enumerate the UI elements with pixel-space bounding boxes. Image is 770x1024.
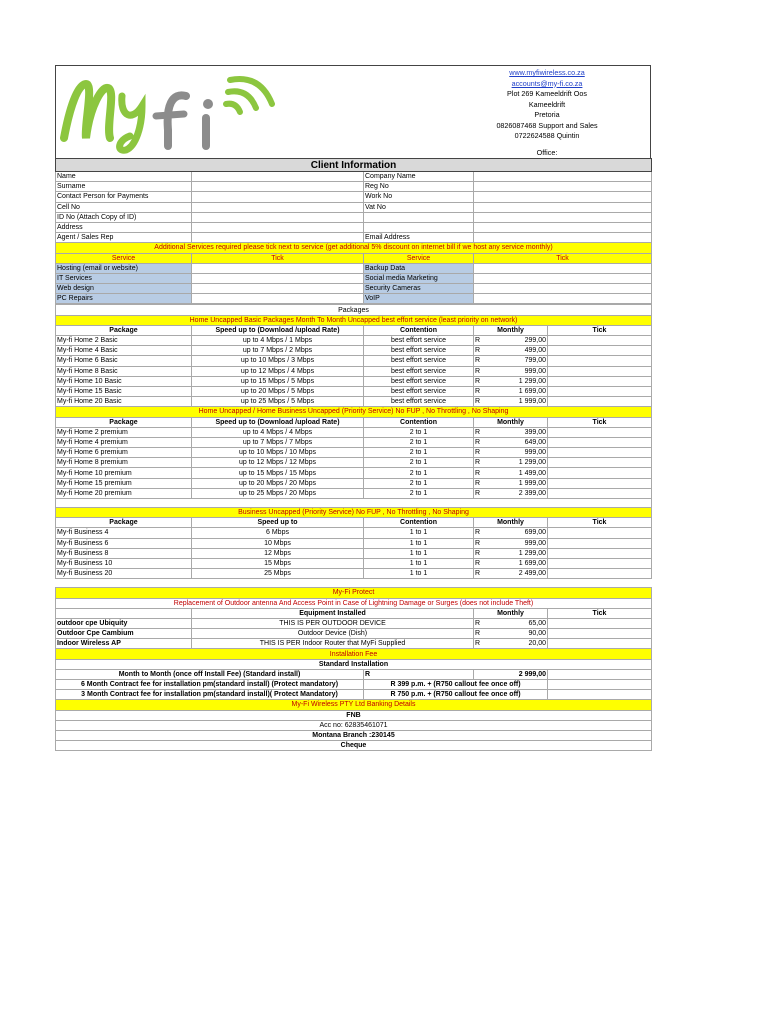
service-tick-box-right[interactable] <box>474 284 652 294</box>
package-speed: up to 12 Mbps / 4 Mbps <box>192 366 364 376</box>
package-price: 2 499,00 <box>486 569 548 579</box>
package-contention: 1 to 1 <box>364 528 474 538</box>
package-currency: R <box>474 528 486 538</box>
package-row <box>56 386 652 396</box>
client-field-input-right[interactable] <box>474 192 652 202</box>
package-name: My-fi Home 20 premium <box>56 488 192 498</box>
package-tick-box[interactable] <box>548 558 652 568</box>
package-name: My-fi Business 6 <box>56 538 192 548</box>
package-speed: up to 4 Mbps / 1 Mbps <box>192 336 364 346</box>
installation-subtitle: Standard Installation <box>56 659 652 669</box>
install-3month-price: R 750 p.m. + (R750 callout fee once off) <box>364 690 548 700</box>
install-month-amount: 2 999,00 <box>474 669 548 679</box>
client-row <box>56 182 652 192</box>
package-contention: 2 to 1 <box>364 437 474 447</box>
package-contention: 2 to 1 <box>364 478 474 488</box>
address-line-3: Pretoria <box>534 110 560 119</box>
service-tick-box-right[interactable] <box>474 294 652 304</box>
col-tick: Tick <box>548 325 652 335</box>
package-contention: best effort service <box>364 366 474 376</box>
client-field-label: Address <box>56 222 192 232</box>
package-tick-box[interactable] <box>548 346 652 356</box>
package-price: 499,00 <box>486 346 548 356</box>
package-contention: best effort service <box>364 336 474 346</box>
client-field-label: Cell No <box>56 202 192 212</box>
protect-subtitle: Replacement of Outdoor antenna And Access Point in Case of Lightning Damage or Surges (does not include Theft) <box>56 598 652 608</box>
package-currency: R <box>474 458 486 468</box>
col-contention: Contention <box>364 417 474 427</box>
package-speed: up to 25 Mbps / 20 Mbps <box>192 488 364 498</box>
package-contention: 1 to 1 <box>364 548 474 558</box>
bank-type: Cheque <box>56 741 652 751</box>
package-name: My-fi Business 20 <box>56 569 192 579</box>
package-tick-box[interactable] <box>548 458 652 468</box>
package-contention: 1 to 1 <box>364 558 474 568</box>
package-speed: up to 15 Mbps / 15 Mbps <box>192 468 364 478</box>
package-tick-box[interactable] <box>548 548 652 558</box>
package-row <box>56 356 652 366</box>
package-price: 299,00 <box>486 336 548 346</box>
service-tick-box[interactable] <box>192 273 364 283</box>
col-tick-right: Tick <box>474 253 652 263</box>
col-tick: Tick <box>548 518 652 528</box>
install-month-label: Month to Month (once off Install Fee) (Standard install) <box>56 669 364 679</box>
package-row <box>56 397 652 407</box>
package-row <box>56 376 652 386</box>
client-field-input-right[interactable] <box>474 172 652 182</box>
package-tick-box[interactable] <box>548 366 652 376</box>
service-label-right: VoIP <box>364 294 474 304</box>
package-banner-row <box>56 508 652 518</box>
package-price: 1 299,00 <box>486 458 548 468</box>
client-row <box>56 233 652 243</box>
service-tick-box-right[interactable] <box>474 273 652 283</box>
install-6month-label: 6 Month Contract fee for installation pm(standard install) (Protect mandatory) <box>56 680 364 690</box>
package-name: My-fi Business 4 <box>56 528 192 538</box>
package-tick-box[interactable] <box>548 478 652 488</box>
package-contention: 2 to 1 <box>364 427 474 437</box>
protect-tick-box[interactable] <box>548 618 652 628</box>
client-field-label-right: Company Name <box>364 172 474 182</box>
service-label-right: Security Cameras <box>364 284 474 294</box>
package-currency: R <box>474 488 486 498</box>
package-speed: up to 7 Mbps / 7 Mbps <box>192 437 364 447</box>
col-contention: Contention <box>364 518 474 528</box>
package-tick-box[interactable] <box>548 468 652 478</box>
package-tick-box[interactable] <box>548 569 652 579</box>
contact-details <box>462 68 632 158</box>
package-contention: best effort service <box>364 386 474 396</box>
package-speed: up to 25 Mbps / 5 Mbps <box>192 397 364 407</box>
client-field-input-right[interactable] <box>474 233 652 243</box>
package-banner-row <box>56 315 652 325</box>
installation-banner: Installation Fee <box>56 649 652 659</box>
service-row <box>56 284 652 294</box>
package-speed: up to 10 Mbps / 3 Mbps <box>192 356 364 366</box>
package-row <box>56 448 652 458</box>
client-field-input[interactable] <box>192 202 364 212</box>
service-row <box>56 294 652 304</box>
package-header-row <box>56 325 652 335</box>
client-row <box>56 202 652 212</box>
package-tick-box[interactable] <box>548 488 652 498</box>
service-tick-box-right[interactable] <box>474 263 652 273</box>
protect-title: My-Fi Protect <box>56 588 652 598</box>
package-tick-box[interactable] <box>548 448 652 458</box>
package-row <box>56 569 652 579</box>
package-name: My-fi Home 4 Basic <box>56 346 192 356</box>
client-field-input-right[interactable] <box>474 202 652 212</box>
client-field-input-right[interactable] <box>474 212 652 222</box>
protect-row <box>56 639 652 649</box>
package-speed: 25 Mbps <box>192 569 364 579</box>
package-price: 1 299,00 <box>486 548 548 558</box>
col-tick-left: Tick <box>192 253 364 263</box>
protect-currency: R <box>474 639 486 649</box>
package-row <box>56 548 652 558</box>
package-contention: 2 to 1 <box>364 488 474 498</box>
package-price: 999,00 <box>486 448 548 458</box>
bank-branch: Montana Branch :230145 <box>56 730 652 740</box>
package-name: My-fi Home 4 premium <box>56 437 192 447</box>
package-currency: R <box>474 448 486 458</box>
protect-equipment-desc: THIS IS PER Indoor Router that MyFi Supplied <box>192 639 474 649</box>
address-line-1: Plot 269 Kameeldrift Oos <box>507 89 587 98</box>
package-header-row <box>56 518 652 528</box>
package-name: My-fi Business 8 <box>56 548 192 558</box>
service-label: PC Repairs <box>56 294 192 304</box>
package-currency: R <box>474 569 486 579</box>
package-speed: 10 Mbps <box>192 538 364 548</box>
protect-equipment-desc: Outdoor Device (Dish) <box>192 629 474 639</box>
package-row <box>56 336 652 346</box>
package-price: 999,00 <box>486 366 548 376</box>
client-row <box>56 222 652 232</box>
package-speed: up to 20 Mbps / 5 Mbps <box>192 386 364 396</box>
client-field-label-right <box>364 222 474 232</box>
client-field-label: Name <box>56 172 192 182</box>
package-tick-box[interactable] <box>548 528 652 538</box>
additional-services-banner: Additional Services required please tick next to service (get additional 5% discount on internet bill if we host any service monthly) <box>56 243 652 253</box>
protect-col-equipment: Equipment Installed <box>192 608 474 618</box>
package-price: 1 699,00 <box>486 386 548 396</box>
service-label: Web design <box>56 284 192 294</box>
client-info-title: Client Information <box>56 159 652 172</box>
col-tick: Tick <box>548 417 652 427</box>
package-banner-row <box>56 407 652 417</box>
protect-equipment-name: Outdoor Cpe Cambium <box>56 629 192 639</box>
package-currency: R <box>474 468 486 478</box>
client-field-label-right: Reg No <box>364 182 474 192</box>
service-label: IT Services <box>56 273 192 283</box>
package-name: My-fi Home 8 premium <box>56 458 192 468</box>
package-row <box>56 538 652 548</box>
install-month-currency: R <box>364 669 474 679</box>
package-contention: 2 to 1 <box>364 458 474 468</box>
myfi-logo <box>56 66 286 158</box>
address-line-2: Kameeldrift <box>528 99 566 109</box>
package-tick-box[interactable] <box>548 376 652 386</box>
client-table <box>55 158 652 304</box>
package-speed: 6 Mbps <box>192 528 364 538</box>
package-currency: R <box>474 478 486 488</box>
protect-col-tick: Tick <box>548 608 652 618</box>
client-field-label: Surname <box>56 182 192 192</box>
package-currency: R <box>474 356 486 366</box>
package-contention: 1 to 1 <box>364 538 474 548</box>
package-contention: 1 to 1 <box>364 569 474 579</box>
service-label: Hosting (email or website) <box>56 263 192 273</box>
package-currency: R <box>474 346 486 356</box>
service-label-right: Backup Data <box>364 263 474 273</box>
client-row <box>56 172 652 182</box>
client-field-input-right[interactable] <box>474 222 652 232</box>
col-package: Package <box>56 518 192 528</box>
protect-equipment-name: Indoor Wireless AP <box>56 639 192 649</box>
package-speed: up to 4 Mbps / 4 Mbps <box>192 427 364 437</box>
col-package: Package <box>56 325 192 335</box>
package-row <box>56 468 652 478</box>
service-tick-box[interactable] <box>192 263 364 273</box>
package-contention: 2 to 1 <box>364 468 474 478</box>
package-speed: up to 10 Mbps / 10 Mbps <box>192 448 364 458</box>
package-name: My-fi Home 10 premium <box>56 468 192 478</box>
client-field-input-right[interactable] <box>474 182 652 192</box>
package-tick-box[interactable] <box>548 397 652 407</box>
client-field-label-right: Work No <box>364 192 474 202</box>
package-name: My-fi Home 15 premium <box>56 478 192 488</box>
package-contention: best effort service <box>364 397 474 407</box>
service-row <box>56 273 652 283</box>
spacer-row <box>56 499 652 508</box>
package-tick-box[interactable] <box>548 336 652 346</box>
package-name: My-fi Home 15 Basic <box>56 386 192 396</box>
package-price: 399,00 <box>486 427 548 437</box>
package-speed: 12 Mbps <box>192 548 364 558</box>
package-price: 699,00 <box>486 528 548 538</box>
client-row <box>56 192 652 202</box>
protect-equipment-name: outdoor cpe Ubiquity <box>56 618 192 628</box>
protect-col-monthly: Monthly <box>474 608 548 618</box>
package-contention: best effort service <box>364 346 474 356</box>
service-label-right: Social media Marketing <box>364 273 474 283</box>
package-currency: R <box>474 548 486 558</box>
package-header-row <box>56 417 652 427</box>
client-field-label: Contact Person for Payments <box>56 192 192 202</box>
package-price: 649,00 <box>486 437 548 447</box>
package-price: 999,00 <box>486 538 548 548</box>
package-row <box>56 458 652 468</box>
client-field-label-right <box>364 212 474 222</box>
col-speed: Speed up to <box>192 518 364 528</box>
package-tick-box[interactable] <box>548 427 652 437</box>
col-contention: Contention <box>364 325 474 335</box>
packages-title: Packages <box>56 305 652 315</box>
client-field-input[interactable] <box>192 222 364 232</box>
package-price: 799,00 <box>486 356 548 366</box>
package-price: 2 399,00 <box>486 488 548 498</box>
package-price: 1 499,00 <box>486 468 548 478</box>
package-tick-box[interactable] <box>548 437 652 447</box>
package-name: My-fi Home 6 Basic <box>56 356 192 366</box>
package-currency: R <box>474 427 486 437</box>
protect-equipment-desc: THIS IS PER OUTDOOR DEVICE <box>192 618 474 628</box>
package-tick-box[interactable] <box>548 386 652 396</box>
protect-price: 90,00 <box>486 629 548 639</box>
client-field-input[interactable] <box>192 192 364 202</box>
protect-price: 65,00 <box>486 618 548 628</box>
package-contention: 2 to 1 <box>364 448 474 458</box>
banking-banner: My-Fi Wireless PTY Ltd Banking Details <box>56 700 652 710</box>
col-service-right: Service <box>364 253 474 263</box>
install-6month-price: R 399 p.m. + (R750 callout fee once off) <box>364 680 548 690</box>
package-speed: up to 20 Mbps / 20 Mbps <box>192 478 364 488</box>
package-currency: R <box>474 336 486 346</box>
package-currency: R <box>474 538 486 548</box>
package-currency: R <box>474 376 486 386</box>
client-field-input[interactable] <box>192 172 364 182</box>
package-speed: 15 Mbps <box>192 558 364 568</box>
package-name: My-fi Business 10 <box>56 558 192 568</box>
protect-currency: R <box>474 618 486 628</box>
package-name: My-fi Home 2 premium <box>56 427 192 437</box>
install-3month-label: 3 Month Contract fee for installation pm(standard install)( Protect Mandatory) <box>56 690 364 700</box>
package-currency: R <box>474 397 486 407</box>
protect-row <box>56 629 652 639</box>
package-row <box>56 427 652 437</box>
service-row <box>56 263 652 273</box>
package-name: My-fi Home 2 Basic <box>56 336 192 346</box>
package-tick-box[interactable] <box>548 356 652 366</box>
packages-table <box>55 304 652 579</box>
protect-currency: R <box>474 629 486 639</box>
col-monthly: Monthly <box>474 325 548 335</box>
office-label: Office: <box>536 147 558 157</box>
package-name: My-fi Home 20 Basic <box>56 397 192 407</box>
col-monthly: Monthly <box>474 518 548 528</box>
business-banner: Business Uncapped (Priority Service) No FUP , No Throttling , No Shaping <box>56 508 652 518</box>
client-field-input[interactable] <box>192 212 364 222</box>
client-field-label-right: Email Address <box>364 233 474 243</box>
email-link[interactable]: accounts@my-fi.co.za <box>511 78 583 88</box>
client-row <box>56 212 652 222</box>
website-link[interactable]: www.myfiwireless.co.za <box>509 68 585 77</box>
home_basic-banner: Home Uncapped Basic Packages Month To Month Uncapped best effort service (least priority on network) <box>56 315 652 325</box>
package-row <box>56 478 652 488</box>
package-price: 1 999,00 <box>486 397 548 407</box>
client-field-input[interactable] <box>192 233 364 243</box>
package-price: 1 699,00 <box>486 558 548 568</box>
col-speed: Speed up to (Download /upload Rate) <box>192 417 364 427</box>
client-field-label-right: Vat No <box>364 202 474 212</box>
order-form <box>55 65 651 751</box>
protect-tick-box[interactable] <box>548 629 652 639</box>
phone-support: 0826087468 Support and Sales <box>496 120 598 130</box>
client-field-label: ID No (Attach Copy of ID) <box>56 212 192 222</box>
package-contention: best effort service <box>364 356 474 366</box>
package-speed: up to 15 Mbps / 5 Mbps <box>192 376 364 386</box>
package-row <box>56 346 652 356</box>
package-name: My-fi Home 6 premium <box>56 448 192 458</box>
package-price: 1 999,00 <box>486 478 548 488</box>
col-service-left: Service <box>56 253 192 263</box>
protect-price: 20,00 <box>486 639 548 649</box>
col-monthly: Monthly <box>474 417 548 427</box>
protect-table <box>55 587 652 751</box>
package-currency: R <box>474 437 486 447</box>
col-speed: Speed up to (Download /upload Rate) <box>192 325 364 335</box>
package-row <box>56 437 652 447</box>
package-currency: R <box>474 558 486 568</box>
package-speed: up to 12 Mbps / 12 Mbps <box>192 458 364 468</box>
col-package: Package <box>56 417 192 427</box>
package-speed: up to 7 Mbps / 2 Mbps <box>192 346 364 356</box>
client-field-input[interactable] <box>192 182 364 192</box>
package-name: My-fi Home 10 Basic <box>56 376 192 386</box>
service-tick-box[interactable] <box>192 294 364 304</box>
package-name: My-fi Home 8 Basic <box>56 366 192 376</box>
package-row <box>56 488 652 498</box>
package-row <box>56 558 652 568</box>
form-header <box>55 65 651 158</box>
package-currency: R <box>474 366 486 376</box>
package-currency: R <box>474 386 486 396</box>
service-tick-box[interactable] <box>192 284 364 294</box>
protect-tick-box[interactable] <box>548 639 652 649</box>
bank-account: Acc no: 62835461071 <box>56 720 652 730</box>
package-tick-box[interactable] <box>548 538 652 548</box>
package-price: 1 299,00 <box>486 376 548 386</box>
home_premium-banner: Home Uncapped / Home Business Uncapped (Priority Service) No FUP , No Throttling , No Shaping <box>56 407 652 417</box>
package-row <box>56 366 652 376</box>
package-row <box>56 528 652 538</box>
protect-row <box>56 618 652 628</box>
bank-name: FNB <box>56 710 652 720</box>
phone-quintin: 0722624588 Quintin <box>514 131 580 140</box>
client-field-label: Agent / Sales Rep <box>56 233 192 243</box>
package-contention: best effort service <box>364 376 474 386</box>
